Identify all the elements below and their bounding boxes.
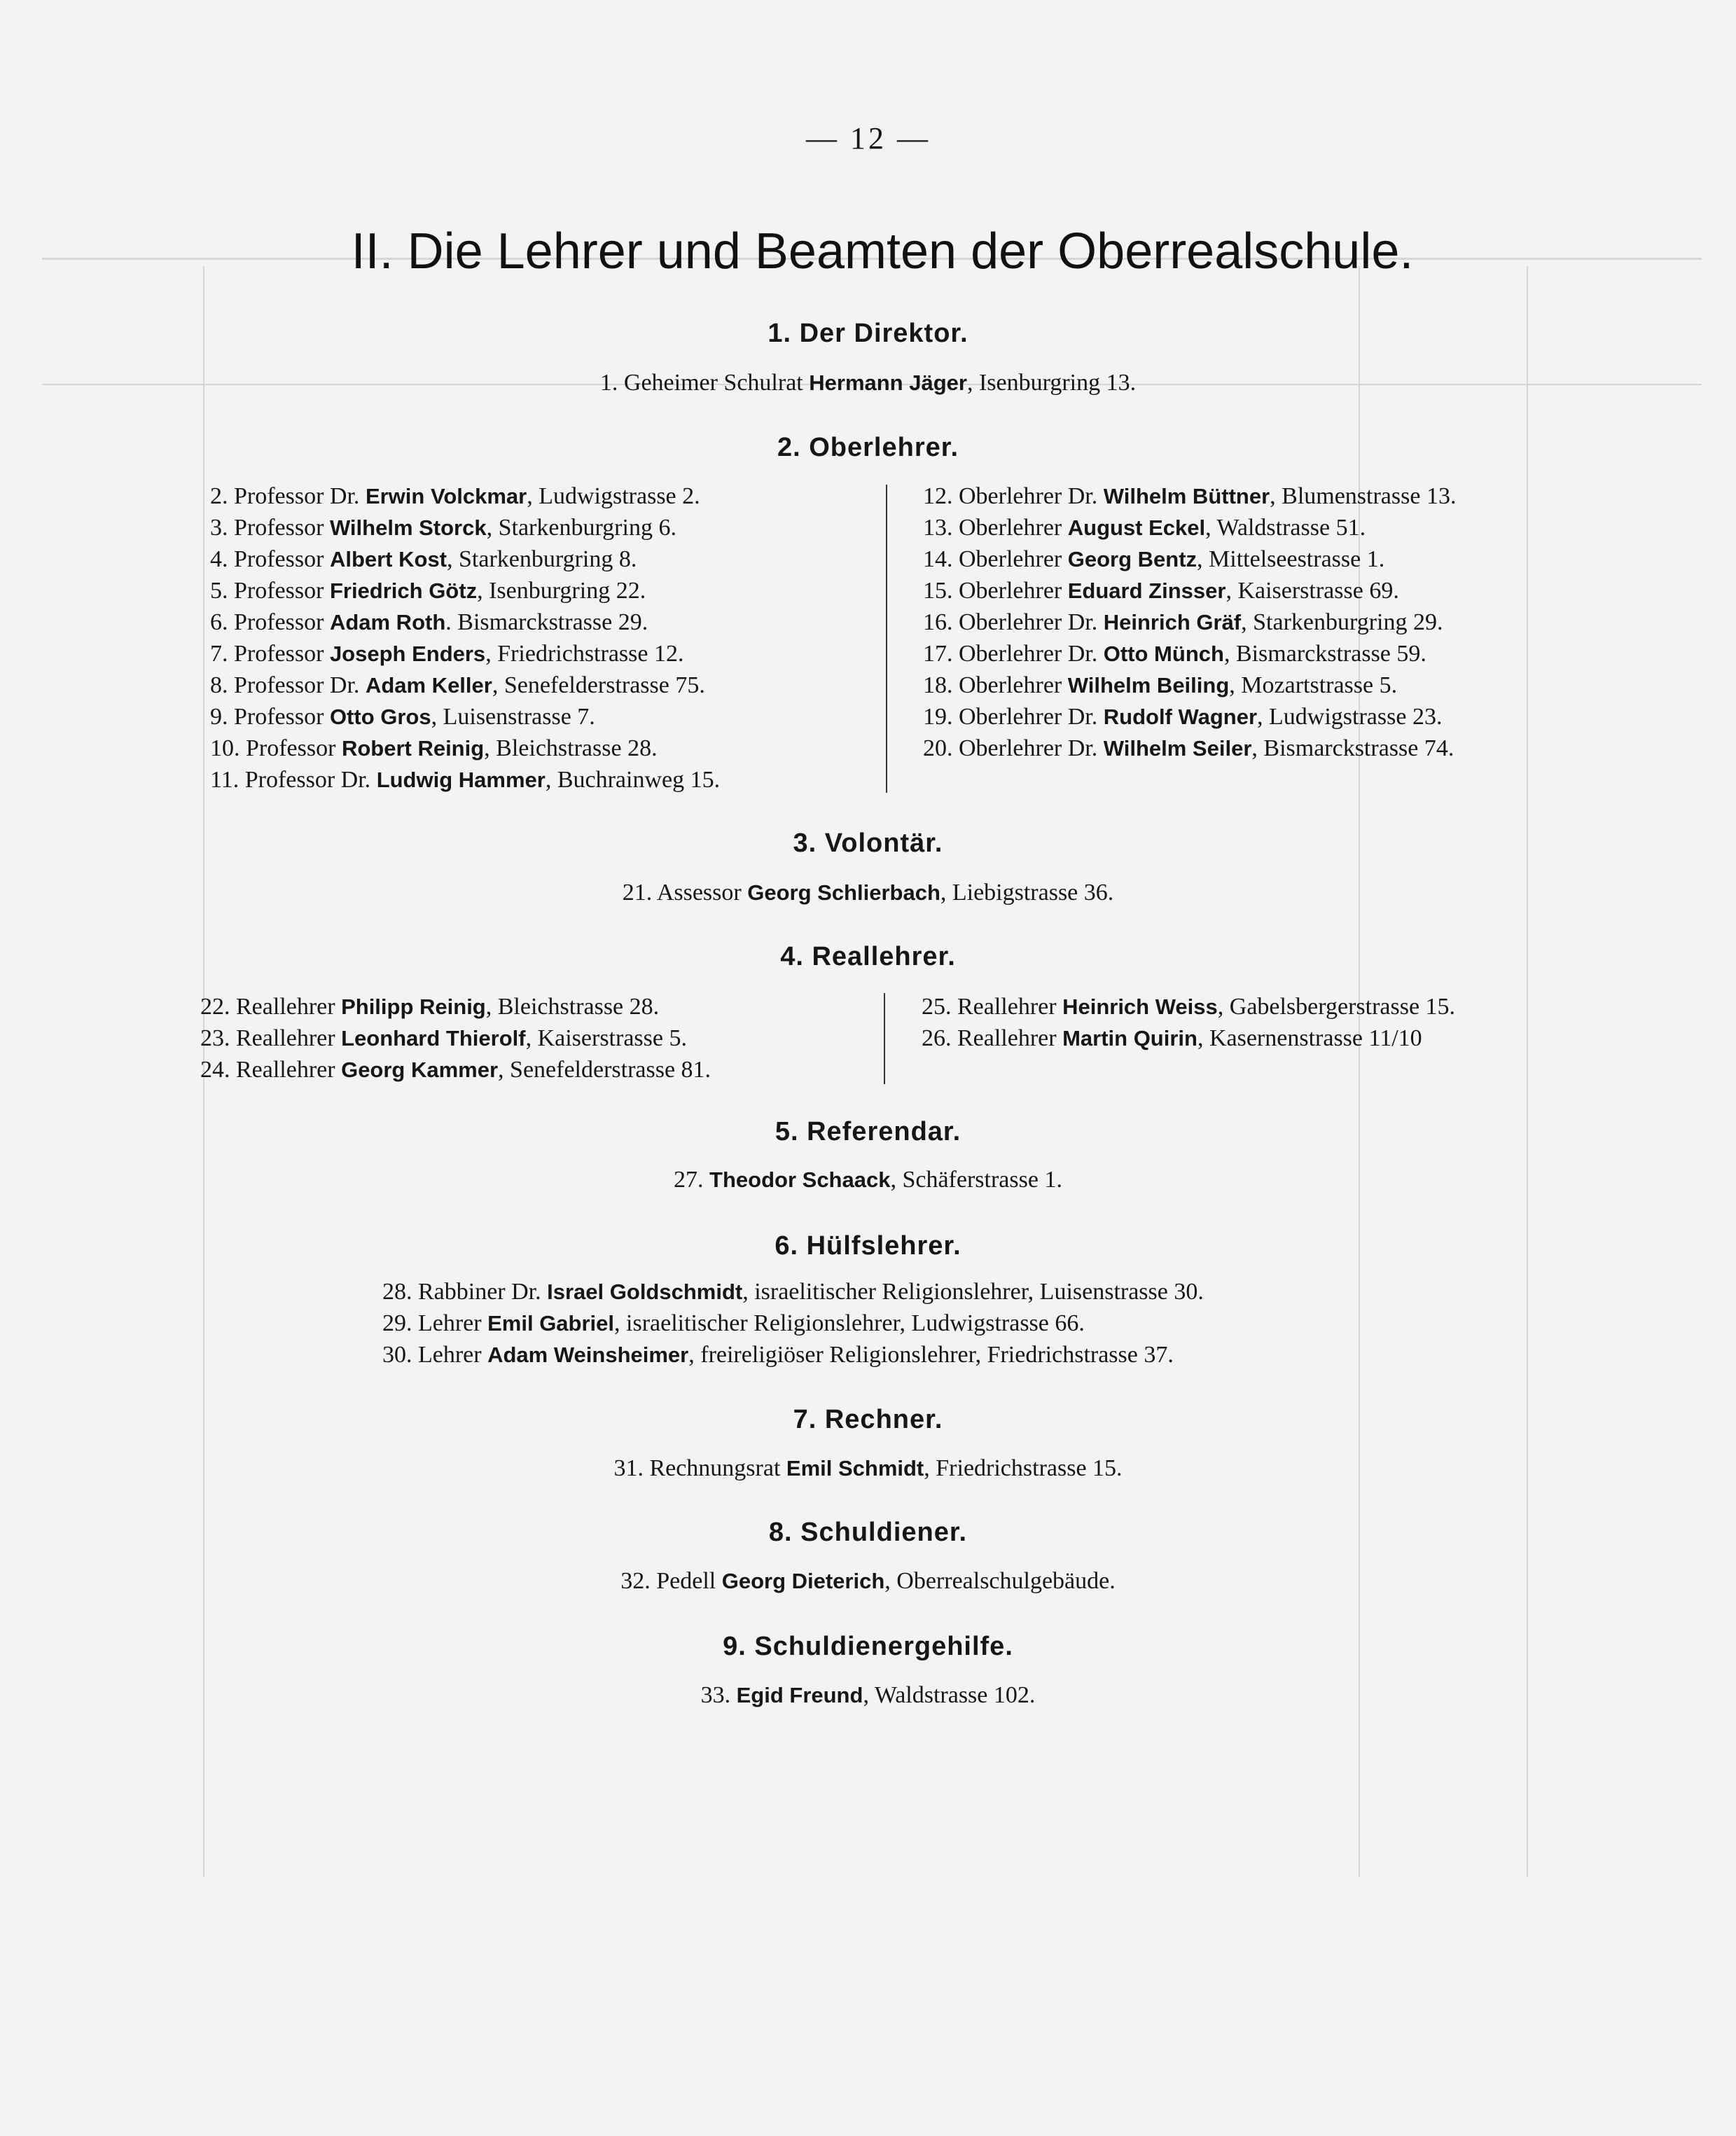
entry-reallehrer: 24. Reallehrer Georg Kammer, Senefelderstrasse 81. — [200, 1057, 711, 1083]
entry-oberlehrer: 2. Professor Dr. Erwin Volckmar, Ludwigstrasse 2. — [210, 483, 700, 509]
column-divider — [884, 993, 885, 1084]
section-heading-schuldiener: 8. Schuldiener. — [768, 1518, 968, 1547]
entry-oberlehrer: 8. Professor Dr. Adam Keller, Senefelderstrasse 75. — [210, 672, 705, 698]
entry-oberlehrer: 16. Oberlehrer Dr. Heinrich Gräf, Starkenburgring 29. — [923, 609, 1443, 635]
entry-oberlehrer: 6. Professor Adam Roth. Bismarckstrasse 29. — [210, 609, 648, 635]
entry-reallehrer: 23. Reallehrer Leonhard Thierolf, Kaiserstrasse 5. — [200, 1025, 687, 1051]
entry-reallehrer: 22. Reallehrer Philipp Reinig, Bleichstrasse 28. — [200, 994, 660, 1020]
column-divider — [886, 485, 887, 793]
entry-volontaer: 21. Assessor Georg Schlierbach, Liebigstrasse 36. — [622, 880, 1114, 906]
entry-huelfslehrer: 29. Lehrer Emil Gabriel, israelitischer Religionslehrer, Ludwigstrasse 66. — [382, 1310, 1085, 1336]
huelfslehrer-list — [382, 1276, 1699, 1371]
entry-oberlehrer: 5. Professor Friedrich Götz, Isenburgring 22. — [210, 578, 646, 604]
entry-reallehrer: 26. Reallehrer Martin Quirin, Kasernenstrasse 11/10 — [922, 1025, 1422, 1051]
entry-oberlehrer: 18. Oberlehrer Wilhelm Beiling, Mozartstrasse 5. — [923, 672, 1398, 698]
reallehrer-left-column — [200, 991, 880, 1086]
entry-oberlehrer: 4. Professor Albert Kost, Starkenburgring 8. — [210, 546, 637, 572]
oberlehrer-left-column — [210, 480, 882, 796]
reallehrer-right-column — [922, 991, 1706, 1054]
entry-oberlehrer: 9. Professor Otto Gros, Luisenstrasse 7. — [210, 704, 595, 730]
entry-gehilfe: 33. Egid Freund, Waldstrasse 102. — [700, 1682, 1036, 1708]
section-heading-reallehrer: 4. Reallehrer. — [780, 942, 956, 971]
section-heading-huelfslehrer: 6. Hülfslehrer. — [775, 1231, 961, 1261]
entry-oberlehrer: 7. Professor Joseph Enders, Friedrichstrasse 12. — [210, 641, 684, 667]
entry-huelfslehrer: 28. Rabbiner Dr. Israel Goldschmidt, israelitischer Religionslehrer, Luisenstrasse 30. — [382, 1279, 1204, 1305]
section-heading-referendar: 5. Referendar. — [775, 1117, 961, 1146]
entry-oberlehrer: 17. Oberlehrer Dr. Otto Münch, Bismarckstrasse 59. — [923, 641, 1426, 667]
entry-oberlehrer: 3. Professor Wilhelm Storck, Starkenburgring 6. — [210, 515, 676, 541]
entry-oberlehrer: 13. Oberlehrer August Eckel, Waldstrasse 51. — [923, 515, 1366, 541]
entry-address: , Isenburgring 13. — [966, 370, 1137, 396]
entry-name: Hermann Jäger — [809, 370, 967, 395]
entry-referendar: 27. Theodor Schaack, Schäferstrasse 1. — [674, 1167, 1062, 1193]
entry-oberlehrer: 10. Professor Robert Reinig, Bleichstrasse 28. — [210, 735, 658, 761]
section-heading-rechner: 7. Rechner. — [793, 1405, 943, 1434]
section-heading-volontaer: 3. Volontär. — [793, 828, 943, 858]
entry-oberlehrer: 20. Oberlehrer Dr. Wilhelm Seiler, Bismarckstrasse 74. — [923, 735, 1454, 761]
entry-schuldiener: 32. Pedell Georg Dieterich, Oberrealschulgebäude. — [620, 1568, 1116, 1594]
entry-huelfslehrer: 30. Lehrer Adam Weinsheimer, freireligiöser Religionslehrer, Friedrichstrasse 37. — [382, 1342, 1174, 1368]
entry-oberlehrer: 19. Oberlehrer Dr. Rudolf Wagner, Ludwigstrasse 23. — [923, 704, 1443, 730]
section-heading-gehilfe: 9. Schuldienergehilfe. — [723, 1632, 1013, 1661]
entry-reallehrer: 25. Reallehrer Heinrich Weiss, Gabelsbergerstrasse 15. — [922, 994, 1456, 1020]
section-heading-oberlehrer: 2. Oberlehrer. — [777, 433, 959, 462]
entry-number: 1. — [599, 370, 618, 396]
page-number: — 12 — — [806, 121, 931, 155]
entry-oberlehrer: 11. Professor Dr. Ludwig Hammer, Buchrainweg 15. — [210, 767, 721, 793]
page-title: II. Die Lehrer und Beamten der Oberrealschule. — [351, 223, 1414, 279]
entry-oberlehrer: 14. Oberlehrer Georg Bentz, Mittelseestrasse 1. — [923, 546, 1385, 572]
entry-title: Geheimer Schulrat — [623, 370, 803, 396]
entry-oberlehrer: 12. Oberlehrer Dr. Wilhelm Büttner, Blumenstrasse 13. — [923, 483, 1457, 509]
entry-direktor-1 — [0, 367, 1736, 398]
section-heading-direktor: 1. Der Direktor. — [768, 319, 968, 348]
entry-rechner: 31. Rechnungsrat Emil Schmidt, Friedrichstrasse 15. — [613, 1455, 1123, 1481]
oberlehrer-right-column — [923, 480, 1700, 764]
entry-oberlehrer: 15. Oberlehrer Eduard Zinsser, Kaiserstrasse 69. — [923, 578, 1399, 604]
